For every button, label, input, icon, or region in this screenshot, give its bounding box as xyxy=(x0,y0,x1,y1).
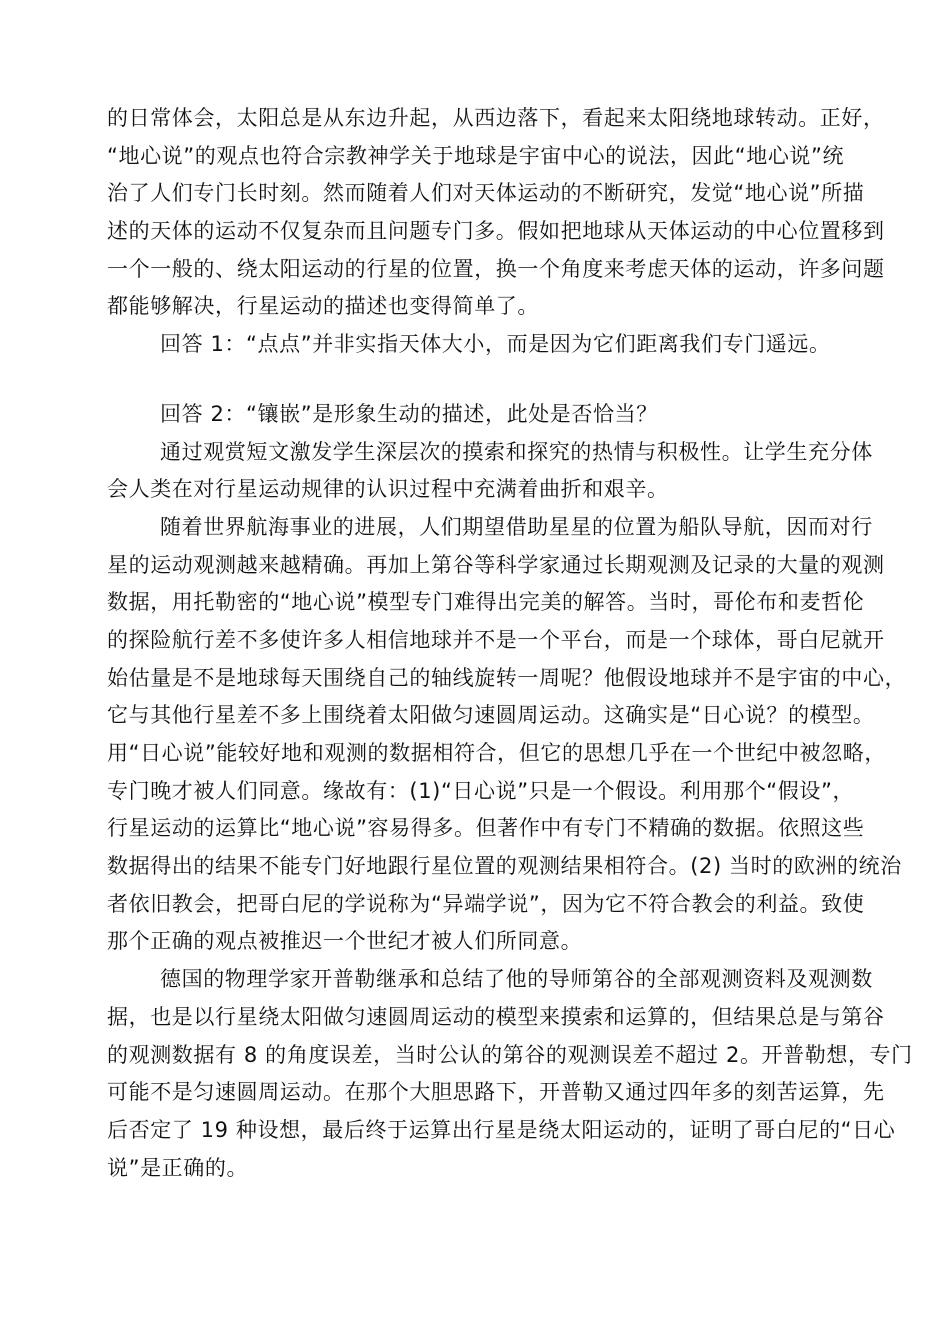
text-line: 数据得出的结果不能专门好地跟行星位置的观测结果相符合。(2) 当时的欧洲的统治 xyxy=(107,854,902,879)
text-line: 述的天体的运动不仅复杂而且问题专门多。假如把地球从天体运动的中心位置移到 xyxy=(107,219,885,244)
text-line: 专门晚才被人们同意。缘故有：(1)“日心说”只是一个假设。利用那个“假设”， xyxy=(107,778,855,803)
text-line: 后否定了 19 种设想，最后终于运算出行星是绕太阳运动的，证明了哥白尼的“日心 xyxy=(107,1117,896,1142)
text-line: 用“日心说”能较好地和观测的数据相符合，但它的思想几乎在一个世纪中被忽略， xyxy=(107,741,886,765)
text-line: 说”是正确的。 xyxy=(107,1155,249,1180)
text-line: 始估量是不是地球每天围绕自己的轴线旋转一周呢？他假设地球并不是宇宙的中心， xyxy=(107,665,907,690)
text-line: 的日常体会，太阳总是从东边升起，从西边落下，看起来太阳绕地球转动。正好， xyxy=(107,106,885,130)
text-line: 它与其他行星差不多上围绕着太阳做匀速圆周运动。这确实是“日心说？的模型。 xyxy=(107,703,875,728)
text-line: 可能不是匀速圆周运动。在那个大胆思路下，开普勒又通过四年多的刻苦运算，先 xyxy=(107,1080,885,1105)
text-line: 回答 1：“点点”并非实指天体大小，而是因为它们距离我们专门遥远。 xyxy=(160,332,831,357)
text-line: 治了人们专门长时刻。然而随着人们对天体运动的不断研究，发觉“地心说”所描 xyxy=(107,181,865,206)
text-line: 会人类在对行星运动规律的认识过程中充满着曲折和艰辛。 xyxy=(107,477,669,502)
text-line: 星的运动观测越来越精确。再加上第谷等科学家通过长期观测及记录的大量的观测 xyxy=(107,552,885,577)
text-line: 的观测数据有 8 的角度误差，当时公认的第谷的观测误差不超过 2。开普勒想，专门 xyxy=(107,1042,913,1067)
text-line: 随着世界航海事业的进展，人们期望借助星星的位置为船队导航，因而对行 xyxy=(160,514,873,539)
paragraph-answer-2 xyxy=(107,396,847,434)
paragraph-answer-1 xyxy=(107,326,847,364)
text-line: 都能够解决，行星运动的描述也变得简单了。 xyxy=(107,294,539,319)
text-line: 据，也是以行星绕太阳做匀速圆周运动的模型来摸索和运算的，但结果总是与第谷 xyxy=(107,1004,885,1029)
text-line: 通过观赏短文激发学生深层次的摸索和探究的热情与积极性。让学生充分体 xyxy=(160,439,873,464)
blank-spacer xyxy=(107,364,847,396)
text-line: 德国的物理学家开普勒继承和总结了他的导师第谷的全部观测资料及观测数 xyxy=(160,967,873,992)
document-page xyxy=(107,100,913,1187)
text-line: 回答 2：“镶嵌”是形象生动的描述，此处是否恰当？ xyxy=(160,401,658,426)
text-line: 的探险航行差不多使许多人相信地球并不是一个平台，而是一个球体，哥白尼就开 xyxy=(107,627,885,652)
text-line: 者依旧教会，把哥白尼的学说称为“异端学说”，因为它不符合教会的利益。致使 xyxy=(107,891,865,916)
paragraph-heliocentric-history xyxy=(107,509,907,961)
text-line: 一个一般的、绕太阳运动的行星的位置，换一个角度来考虑天体的运动，许多问题 xyxy=(107,256,885,281)
text-line: 那个正确的观点被推迟一个世纪才被人们所同意。 xyxy=(107,929,583,954)
text-line: 行星运动的运算比“地心说”容易得多。但著作中有专门不精确的数据。依照这些 xyxy=(107,816,865,841)
paragraph-kepler xyxy=(107,961,913,1187)
paragraph-teaching-goal xyxy=(107,434,873,509)
paragraph-geocentric-context xyxy=(107,100,885,326)
text-line: 数据，用托勒密的“地心说”模型专门难得出完美的解答。当时，哥伦布和麦哲伦 xyxy=(107,590,865,615)
text-line: “地心说”的观点也符合宗教神学关于地球是宇宙中心的说法，因此“地心说”统 xyxy=(107,143,845,168)
